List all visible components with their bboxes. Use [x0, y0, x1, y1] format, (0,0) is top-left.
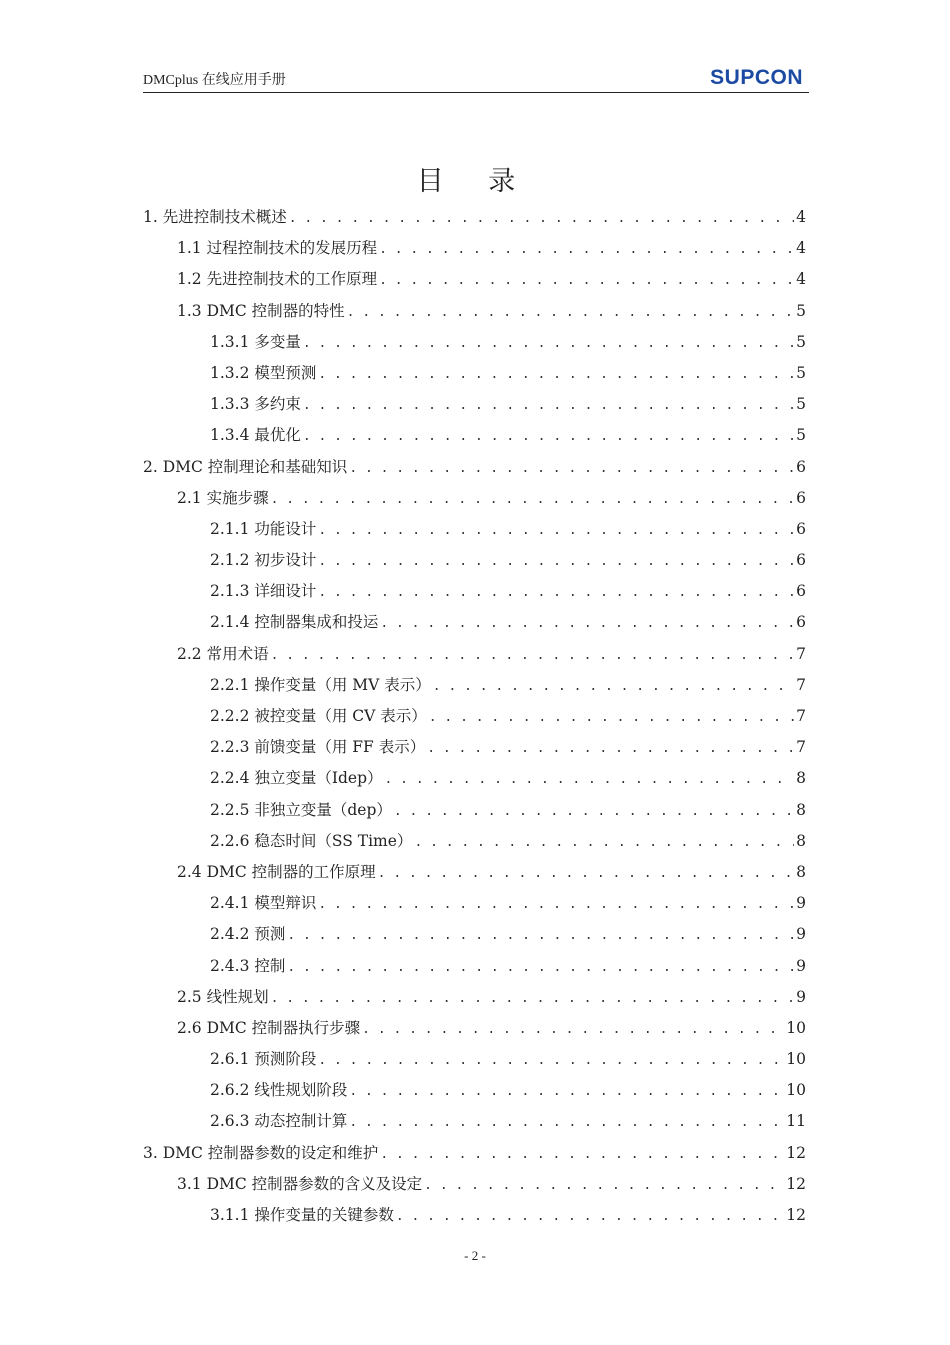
toc-entry-title: 2.1.1 功能设计 — [210, 519, 317, 538]
toc-entry[interactable] — [143, 576, 806, 607]
toc-entry[interactable] — [143, 670, 806, 701]
toc-entry-title: 2.1.4 控制器集成和投运 — [210, 613, 379, 632]
toc-entry[interactable] — [143, 1013, 806, 1044]
toc-dot-leader — [427, 733, 794, 764]
toc-entry[interactable] — [143, 1138, 806, 1169]
toc-entry-title: 2.4 DMC 控制器的工作原理 — [177, 862, 376, 881]
toc-entry[interactable] — [143, 358, 806, 389]
toc-entry-page: 12 — [786, 1174, 806, 1193]
toc-entry-title: 1.3.3 多约束 — [210, 395, 301, 414]
toc-entry-title: 2.2.6 稳态时间（SS Time） — [210, 831, 413, 850]
toc-entry-page: 10 — [786, 1018, 806, 1037]
toc-entry[interactable] — [143, 888, 806, 919]
toc-entry[interactable] — [143, 607, 806, 638]
toc-entry[interactable] — [143, 982, 806, 1013]
toc-entry-page: 6 — [796, 457, 806, 476]
toc-entry-title: 2.2.4 独立变量（Idep） — [210, 769, 383, 788]
toc-entry[interactable] — [143, 919, 806, 950]
toc-entry[interactable] — [143, 264, 806, 295]
toc-dot-leader — [429, 702, 794, 733]
toc-entry[interactable] — [143, 857, 806, 888]
toc-dot-leader — [303, 421, 794, 452]
toc-entry[interactable] — [143, 483, 806, 514]
toc-entry[interactable] — [143, 389, 806, 420]
toc-entry-page: 7 — [796, 707, 806, 725]
toc-entry-page: 6 — [796, 488, 806, 507]
toc-entry-title: 1.3.4 最优化 — [210, 426, 301, 445]
toc-dot-leader — [394, 796, 794, 827]
toc-dot-leader — [362, 1014, 784, 1045]
toc-entry-page: 7 — [796, 675, 806, 694]
toc-dot-leader — [378, 858, 794, 889]
toc-entry-title: 1.2 先进控制技术的工作原理 — [177, 270, 378, 289]
toc-dot-leader — [271, 484, 794, 515]
page-number: - 2 - — [464, 1248, 486, 1263]
toc-dot-leader — [318, 515, 794, 546]
toc-entry[interactable] — [143, 732, 806, 763]
toc-entry[interactable] — [143, 1106, 806, 1137]
toc-dot-leader — [271, 983, 794, 1014]
header-title: DMCplus 在线应用手册 — [143, 73, 286, 88]
toc-entry-title: 2.2.5 非独立变量（dep） — [210, 800, 392, 819]
toc-entry-page: 10 — [786, 1050, 806, 1069]
toc-entry-title: 2.1.3 详细设计 — [210, 582, 317, 601]
toc-dot-leader — [379, 234, 794, 265]
toc-entry[interactable] — [143, 296, 806, 327]
toc-dot-leader — [318, 889, 794, 920]
toc-entry[interactable] — [143, 452, 806, 483]
toc-dot-leader — [424, 1170, 784, 1201]
toc-dot-leader — [287, 920, 794, 951]
toc-dot-leader — [433, 671, 794, 702]
toc-dot-leader — [349, 453, 794, 484]
toc-entry-page: 9 — [796, 894, 806, 913]
toc-entry-title: 2.2.1 操作变量（用 MV 表示） — [210, 675, 431, 694]
toc-dot-leader — [289, 203, 794, 234]
toc-dot-leader — [349, 1107, 784, 1138]
toc-dot-leader — [271, 640, 794, 671]
toc-entry[interactable] — [143, 514, 806, 545]
toc-entry-title: 2.1 实施步骤 — [177, 488, 269, 507]
toc-entry-page: 9 — [796, 987, 806, 1006]
toc-dot-leader — [318, 546, 794, 577]
toc-entry-page: 7 — [796, 738, 806, 757]
toc-entry-title: 2.2.3 前馈变量（用 FF 表示） — [210, 738, 426, 757]
toc-entry-page: 5 — [796, 301, 806, 320]
toc-entry[interactable] — [143, 951, 806, 982]
toc-entry[interactable] — [143, 420, 806, 451]
toc-entry-title: 3.1 DMC 控制器参数的含义及设定 — [177, 1174, 423, 1193]
toc-dot-leader — [349, 1076, 784, 1107]
toc-dot-leader — [303, 390, 794, 421]
toc-entry-page: 9 — [796, 956, 806, 975]
toc-entry-title: 2. DMC 控制理论和基础知识 — [143, 457, 348, 476]
toc-dot-leader — [380, 1139, 784, 1170]
toc-entry-page: 5 — [796, 426, 806, 445]
toc-entry-title: 2.4.1 模型辩识 — [210, 894, 317, 913]
supcon-logo: SUPCON — [710, 66, 803, 89]
toc-entry-title: 3. DMC 控制器参数的设定和维护 — [143, 1143, 379, 1162]
toc-entry-page: 10 — [786, 1081, 806, 1100]
toc-dot-leader — [303, 328, 794, 359]
toc-entry[interactable] — [143, 1200, 806, 1231]
toc-dot-leader — [318, 359, 794, 390]
toc-entry-page: 8 — [796, 769, 806, 788]
toc-entry-page: 8 — [796, 862, 806, 881]
toc-dot-leader — [414, 827, 794, 858]
toc-entry[interactable] — [143, 545, 806, 576]
toc-dot-leader — [318, 1045, 784, 1076]
toc-entry-title: 1.3 DMC 控制器的特性 — [177, 301, 345, 320]
toc-entry-title: 2.5 线性规划 — [177, 987, 269, 1006]
toc-entry-page: 8 — [796, 831, 806, 850]
page-header — [143, 66, 809, 93]
toc-entry-title: 2.4.2 预测 — [210, 925, 286, 944]
toc-entry-title: 3.1.1 操作变量的关键参数 — [210, 1206, 394, 1224]
toc-entry-page: 5 — [796, 395, 806, 414]
toc-entry-page: 7 — [796, 644, 806, 663]
toc-entry-page: 5 — [796, 332, 806, 351]
toc-entry-title: 1.1 过程控制技术的发展历程 — [177, 239, 378, 258]
toc-entry-page: 12 — [786, 1143, 806, 1162]
toc-entry-page: 6 — [796, 519, 806, 538]
toc-entry-page: 5 — [796, 363, 806, 382]
toc-entry-title: 2.2.2 被控变量（用 CV 表示） — [210, 707, 427, 725]
toc-dot-leader — [379, 265, 794, 296]
toc-entry[interactable] — [143, 639, 806, 670]
toc-entry-title: 2.4.3 控制 — [210, 956, 286, 975]
toc-dot-leader — [385, 764, 794, 795]
toc-entry-title: 2.2 常用术语 — [177, 644, 269, 663]
toc-entry[interactable] — [143, 233, 806, 264]
toc-entry-page: 6 — [796, 582, 806, 601]
toc-entry-page: 4 — [796, 208, 806, 226]
toc-entry-page: 12 — [786, 1206, 806, 1224]
toc-entry-page: 6 — [796, 613, 806, 632]
toc-entry[interactable] — [143, 795, 806, 826]
toc-dot-leader — [287, 952, 794, 983]
toc-entry[interactable] — [143, 1044, 806, 1075]
toc-entry[interactable] — [143, 701, 806, 732]
toc-dot-leader — [318, 577, 794, 608]
toc-entry[interactable] — [143, 826, 806, 857]
toc-entry-title: 2.6 DMC 控制器执行步骤 — [177, 1018, 361, 1037]
toc-entry-title: 2.1.2 初步设计 — [210, 551, 317, 570]
toc-entry[interactable] — [143, 327, 806, 358]
toc-entry[interactable] — [143, 1075, 806, 1106]
toc-entry-title: 2.6.1 预测阶段 — [210, 1050, 317, 1069]
toc-entry-title: 1.3.1 多变量 — [210, 332, 301, 351]
toc-dot-leader — [347, 297, 794, 328]
toc-entry-page: 4 — [796, 239, 806, 258]
toc-title: 目 录 — [416, 166, 534, 197]
toc-entry[interactable] — [143, 202, 806, 233]
toc-entry-page: 6 — [796, 551, 806, 570]
toc-dot-leader — [396, 1201, 784, 1232]
toc-dot-leader — [380, 608, 794, 639]
toc-entry[interactable] — [143, 763, 806, 794]
toc-entry-title: 2.6.3 动态控制计算 — [210, 1112, 348, 1131]
toc-entry-title: 1.3.2 模型预测 — [210, 363, 317, 382]
toc-entry-title: 1. 先进控制技术概述 — [143, 208, 287, 226]
toc-entry-page: 9 — [796, 925, 806, 944]
toc-entry-page: 11 — [786, 1112, 806, 1131]
toc-entry-page: 8 — [796, 800, 806, 819]
toc-entry[interactable] — [143, 1169, 806, 1200]
toc-entry-page: 4 — [796, 270, 806, 289]
table-of-contents — [143, 202, 806, 1231]
toc-entry-title: 2.6.2 线性规划阶段 — [210, 1081, 348, 1100]
